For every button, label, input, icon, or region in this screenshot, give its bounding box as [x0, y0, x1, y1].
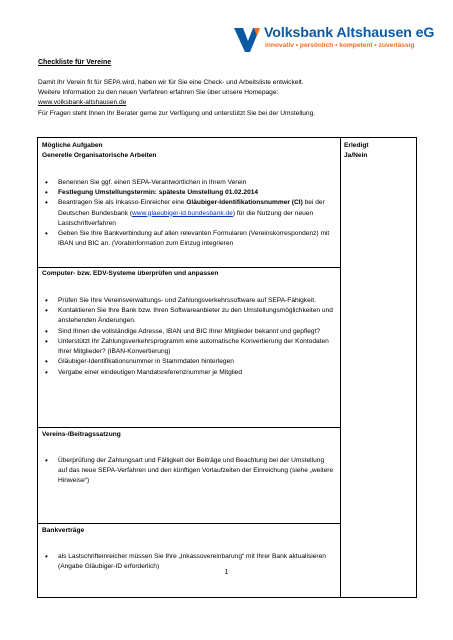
section-title: Bankverträge: [42, 527, 85, 534]
tasks-column-header: Mögliche Aufgaben: [42, 142, 103, 149]
list-item: • Festlegung Umstellungstermin: späteste Umstellung 01.02.2014: [42, 188, 334, 198]
list-item: • Sind Ihnen die vollständige Adresse, IBAN und BIC Ihrer Mitglieder bekannt und gepflegt?: [42, 327, 334, 337]
section-item-list: [42, 456, 334, 487]
section-item-list: [42, 178, 334, 250]
column-divider: [340, 138, 341, 597]
done-column-header: Erledigt Ja/Nein: [344, 142, 369, 160]
intro-line-1: Damit Ihr Verein fit für SEPA wird, haben wir für Sie eine Check- und Arbeitsliste entwickelt.: [38, 79, 304, 86]
list-item: • als Lastschrifteinreicher müssen Sie Ihre „Inkassovereinbarung“ mit Ihrer Bank aktualisieren (Angabe Gläubiger-ID erforderlich): [42, 552, 334, 572]
page-number: 1: [224, 569, 229, 576]
bank-tagline: innovativ • persönlich • kompetent • zuverlässig: [265, 42, 415, 49]
volksbank-logo-icon: [232, 24, 262, 54]
bank-name: Volksbank Altshausen eG: [264, 25, 435, 41]
intro-text: [38, 78, 418, 119]
section-title: Vereins-/Beitragssatzung: [42, 431, 121, 438]
list-item: • Überprüfung der Zahlungsart und Fälligkeit der Beiträge und Beachtung bei der Umstellung auf das neue SEPA-Verfahren und den künftigen Vorlaufzeiten der Einreichung (siehe „weitere Hinweise“): [42, 456, 334, 487]
intro-line-3: Für Fragen steht Ihnen Ihr Berater gerne zur Verfügung und unterstützt Sie bei der Umstellung.: [38, 109, 316, 117]
list-item: • Gläubiger-Identifikationsnummer in Stammdaten hinterlegen: [42, 357, 334, 367]
bank-header: [232, 24, 435, 54]
list-item: • Benennen Sie ggf. einen SEPA-Verantwortlichen in Ihrem Verein: [42, 178, 334, 188]
homepage-link[interactable]: www.volksbank-altshausen.de: [38, 99, 127, 107]
list-item: • Beantragen Sie als Inkasso-Einreicher eine Gläubiger-Identifikationsnummer (CI) bei der Deutschen Bundesbank (www.glaeubiger-id.bundesbank.de) für die Nutzung der neuen Lastschriftverfahren: [42, 198, 334, 229]
section-item-list: [42, 296, 334, 378]
section-divider: [38, 427, 340, 428]
section-title: Computer- bzw. EDV-Systeme überprüfen und anpassen: [42, 270, 219, 277]
intro-line-2: Weitere Information zu den neuen Verfahren erfahren Sie über unsere Homepage:: [38, 89, 279, 97]
list-item: • Kontaktieren Sie Ihre Bank bzw. Ihren Softwareanbieter zu den Umstellungsmöglichkeiten und anstehenden Änderungen.: [42, 306, 334, 326]
list-item: • Geben Sie Ihre Bankverbindung auf allen relevanten Formularen (Vereinskorrespondenz) mit IBAN und BIC an. (Vorabinformation zum Einzug integrieren: [42, 229, 334, 249]
list-item: • Vergabe einer eindeutigen Mandatsreferenznummer je Mitglied: [42, 368, 334, 378]
document-title: Checkliste für Vereine: [38, 59, 112, 66]
bundesbank-link[interactable]: www.glaeubiger-id.bundesbank.de: [132, 209, 233, 217]
section-divider: [38, 523, 340, 524]
section-divider: [38, 267, 340, 268]
checklist-table: [37, 137, 417, 598]
list-item: • Unterstützt Ihr Zahlungsverkehrsprogramm eine automatische Konvertierung der Kontodaten Ihrer Mitglieder? (IBAN-Konvertierung): [42, 337, 334, 357]
section-title: Generelle Organisatorische Arbeiten: [42, 152, 157, 159]
list-item: • Prüfen Sie Ihre Vereinsverwaltungs- und Zahlungsverkehrssoftware auf SEPA-Fähigkeit.: [42, 296, 334, 306]
